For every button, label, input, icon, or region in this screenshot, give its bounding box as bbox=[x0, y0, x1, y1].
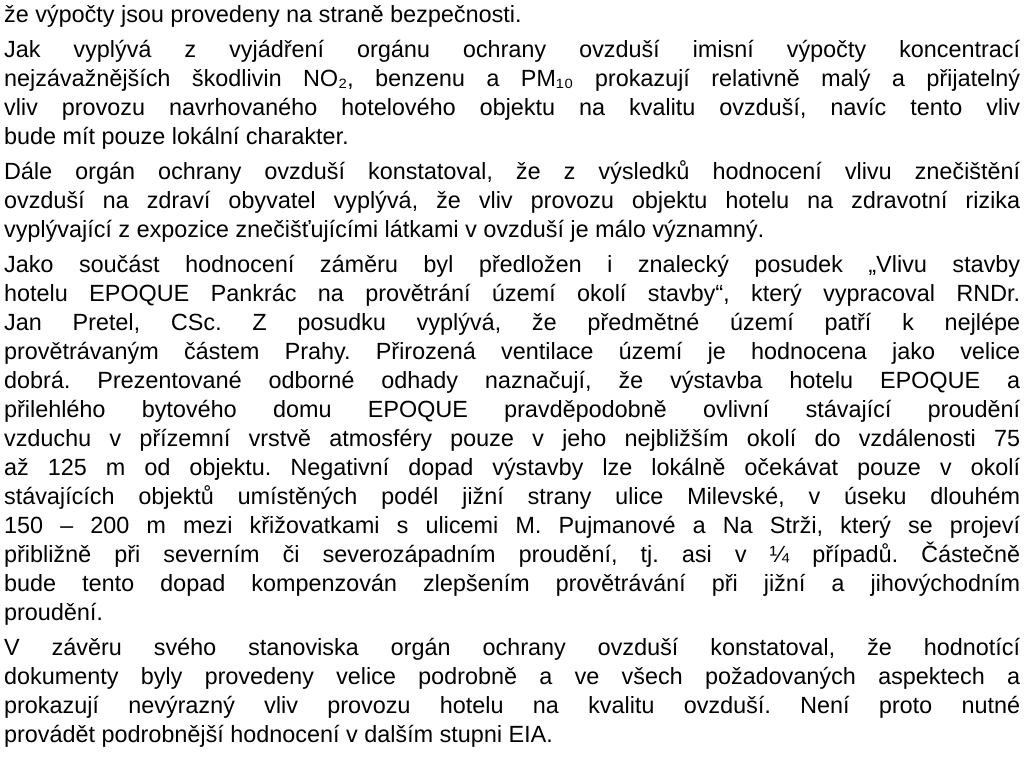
text-line-23: dokumenty byly provedeny velice podrobně a ve všech požadovaných aspektech a bbox=[4, 663, 1020, 689]
text-line-25: provádět podrobnější hodnocení v dalším stupni EIA. bbox=[4, 721, 553, 747]
text-line-1: že výpočty jsou provedeny na straně bezpečnosti. bbox=[4, 1, 522, 27]
text-line-12: provětrávaným částem Prahy. Přirozená ventilace území je hodnocena jako velice bbox=[4, 338, 1020, 364]
text-line-3: nejzávažnějších škodlivin NO₂, benzenu a PM₁₀ prokazují relativně malý a přijatelný bbox=[4, 65, 1020, 91]
text-line-10: hotelu EPOQUE Pankrác na provětrání území okolí stavby“, který vypracoval RNDr. bbox=[4, 280, 1020, 306]
text-line-18: 150 – 200 m mezi křižovatkami s ulicemi M. Pujmanové a Na Strži, který se projeví bbox=[4, 512, 1020, 538]
text-line-16: až 125 m od objektu. Negativní dopad výstavby lze lokálně očekávat pouze v okolí bbox=[4, 454, 1020, 480]
text-line-11: Jan Pretel, CSc. Z posudku vyplývá, že předmětné území patří k nejlépe bbox=[4, 309, 1020, 335]
text-line-2: Jak vyplývá z vyjádření orgánu ochrany ovzduší imisní výpočty koncentrací bbox=[4, 36, 1020, 62]
text-line-6: Dále orgán ochrany ovzduší konstatoval, že z výsledků hodnocení vlivu znečištění bbox=[4, 158, 1020, 184]
text-line-24: prokazují nevýrazný vliv provozu hotelu na kvalitu ovzduší. Není proto nutné bbox=[4, 692, 1020, 718]
text-line-19: přibližně při severním či severozápadním proudění, tj. asi v ¼ případů. Částečně bbox=[4, 541, 1020, 567]
text-line-14: přilehlého bytového domu EPOQUE pravděpodobně ovlivní stávající proudění bbox=[4, 396, 1020, 422]
text-line-7: ovzduší na zdraví obyvatel vyplývá, že vliv provozu objektu hotelu na zdravotní rizika bbox=[4, 187, 1020, 213]
text-line-17: stávajících objektů umístěných podél jižní strany ulice Milevské, v úseku dlouhém bbox=[4, 483, 1020, 509]
text-line-9: Jako součást hodnocení záměru byl předložen i znalecký posudek „Vlivu stavby bbox=[4, 251, 1020, 277]
text-line-20: bude tento dopad kompenzován zlepšením provětrávání při jižní a jihovýchodním bbox=[4, 570, 1020, 596]
text-line-5: bude mít pouze lokální charakter. bbox=[4, 123, 349, 149]
text-line-15: vzduchu v přízemní vrstvě atmosféry pouze v jeho nejbližším okolí do vzdálenosti 75 bbox=[4, 425, 1020, 451]
text-line-4: vliv provozu navrhovaného hotelového objektu na kvalitu ovzduší, navíc tento vliv bbox=[4, 94, 1020, 120]
text-line-22: V závěru svého stanoviska orgán ochrany ovzduší konstatoval, že hodnotící bbox=[4, 634, 1020, 660]
text-line-21: proudění. bbox=[4, 599, 103, 625]
text-line-8: vyplývající z expozice znečišťujícími látkami v ovzduší je málo významný. bbox=[4, 216, 765, 242]
text-line-13: dobrá. Prezentované odborné odhady naznačují, že výstavba hotelu EPOQUE a bbox=[4, 367, 1020, 393]
